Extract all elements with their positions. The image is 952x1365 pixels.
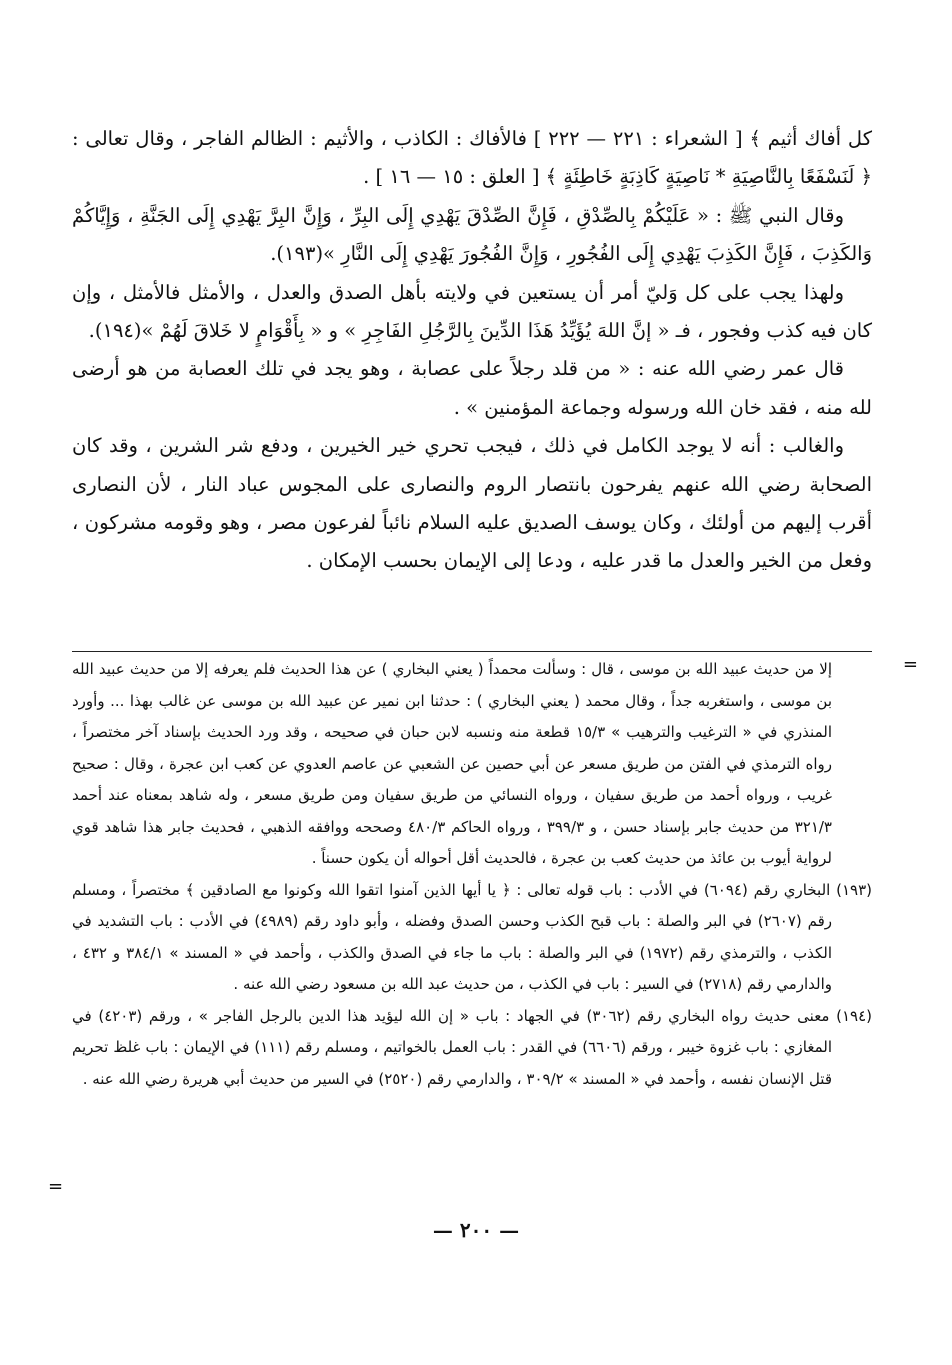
continuation-marker: = bbox=[902, 654, 918, 675]
main-text bbox=[72, 120, 872, 581]
footnote-divider bbox=[72, 651, 872, 652]
footnote-194: (١٩٤) معنى حديث رواه البخاري رقم (٣٠٦٢) في الجهاد : باب « إن الله ليؤيد هذا الدين بالرجل الفاجر » ، ورقم (٤٢٠٣) في المغازي : باب غزوة خيبر ، ورقم (٦٦٠٦) في القدر : باب العمل بالخواتيم ، ومسلم رقم (١١١) في الإيمان : باب غلظ تحريم قتل الإنسان نفسه ، وأحمد في « المسند » ٣٠٩/٢ ، والدارمي رقم (٢٥٢٠) في السير من حديث أبي هريرة رضي الله عنه . bbox=[72, 1006, 873, 1088]
continues-marker: = bbox=[48, 1176, 64, 1197]
footnote-193: (١٩٣) البخاري رقم (٦٠٩٤) في الأدب : باب قوله تعالى : ﴿ يا أيها الذين آمنوا اتقوا الله وكونوا مع الصادقين ﴾ مختصراً ، ومسلم رقم (٢٦٠٧) في البر والصلة : باب قبح الكذب وحسن الصدق وفضله ، وأبو داود رقم (٤٩٨٩) في الأدب : باب التشديد في الكذب ، والترمذي رقم (١٩٧٢) في البر والصلة : باب ما جاء في الصدق والكذب ، وأحمد في « المسند » ٣٨٤/١ و ٤٣٢ ، والدارمي رقم (٢٧١٨) في السير : باب في الكذب ، من حديث عبد الله بن مسعود رضي الله عنه . bbox=[72, 880, 872, 993]
footnotes bbox=[72, 654, 872, 1095]
paragraph-3: ولهذا يجب على كل وَليّ أمر أن يستعين في ولايته بأهل الصدق والعدل ، والأمثل فالأمثل ، وإن كان فيه كذب وفجور ، فـ « إنَّ اللهَ يُؤَيِّدُ هَذَا الدِّينَ بِالرَّجُلِ الفَاجِرِ » و « بِأَقْوَامٍ لا خَلاقَ لَهُمْ »(١٩٤). bbox=[72, 280, 872, 343]
page-number: — ٢٠٠ — bbox=[432, 1218, 520, 1242]
paragraph-4: قال عمر رضي الله عنه : « من قلد رجلاً على عصابة ، وهو يجد في تلك العصابة من هو أرضى لله منه ، فقد خان الله ورسوله وجماعة المؤمنين » . bbox=[72, 357, 872, 419]
paragraph-2: وقال النبي ﷺ : « عَلَيْكُمْ بِالصِّدْقِ ، فَإِنَّ الصِّدْقَ يَهْدِي إِلَى البِرِّ ، وَإِنَّ البِرَّ يَهْدِي إِلَى الجَنَّةِ ، وَإِيَّاكُمْ وَالكَذِبَ ، فَإِنَّ الكَذِبَ يَهْدِي إِلَى الفُجُورِ ، وَإِنَّ الفُجُورَ يَهْدِي إِلَى النَّارِ »(١٩٣). bbox=[72, 203, 872, 266]
footnote-continuation: إلا من حديث عبيد الله بن موسى ، قال : وسألت محمداً ( يعني البخاري ) عن هذا الحديث فلم يعرفه إلا من حديث عبيد الله بن موسى ، واستغربه جداً ، وقال محمد ( يعني البخاري ) : حدثنا ابن نمير عن عبيد الله بن موسى عن غالب بهذا ... وأورد المنذري في « الترغيب والترهيب » ١٥/٣ قطعة منه ونسبه لابن حبان في صحيحه ، وقد ورد الحديث بإسناد آخر مختصراً ، رواه الترمذي في الفتن من طريق مسعر عن أبي حصين عن الشعبي عن عاصم العدوي عن كعب ابن عجرة ، وقال : صحيح غريب ، ورواه أحمد من طريق سفيان ، ورواه النسائي من طريق سفيان ومن طريق مسعر ، وله شاهد بمعناه عند أحمد ٣٢١/٣ من حديث جابر بإسناد حسن ، و ٣٩٩/٣ ، ورواه الحاكم ٤٨٠/٣ وصححه ووافقه الذهبي ، فحديث جابر هذا شاهد قوي لرواية أيوب بن عائذ من حديث كعب بن عجرة ، فالحديث أقل أحواله أن يكون حسناً . bbox=[72, 660, 832, 867]
paragraph-5: والغالب : أنه لا يوجد الكامل في ذلك ، فيجب تحري خير الخيرين ، ودفع شر الشرين ، وقد كان الصحابة رضي الله عنهم يفرحون بانتصار الروم والنصارى على المجوس عباد النار ، لأن النصارى أقرب إليهم من أولئك ، وكان يوسف الصديق عليه السلام نائباً لفرعون مصر ، وهو وقومه مشركون ، وفعل من الخير والعدل ما قدر عليه ، ودعا إلى الإيمان بحسب الإمكان . bbox=[72, 434, 872, 573]
paragraph-1: كل أفاك أثيم ﴾ [ الشعراء : ٢٢١ — ٢٢٢ ] فالأفاك : الكاذب ، والأثيم : الظالم الفاجر ، وقال تعالى : ﴿ لَنَسْفَعًا بِالنَّاصِيَةِ * نَاصِيَةٍ كَاذِبَةٍ خَاطِئَةٍ ﴾ [ العلق : ١٥ — ١٦ ] . bbox=[72, 127, 872, 189]
